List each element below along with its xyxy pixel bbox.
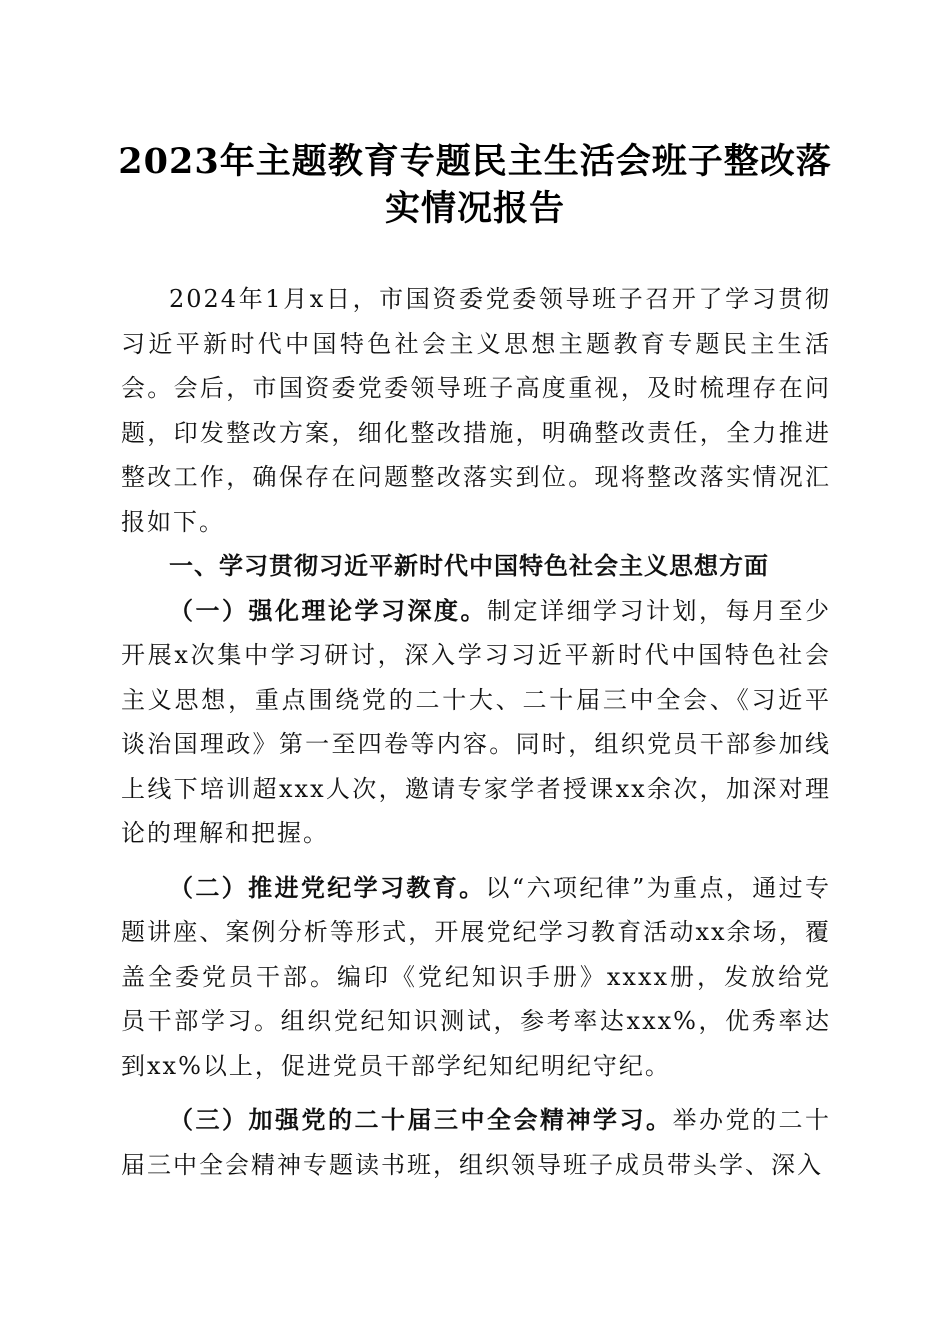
item-paragraph-3 (121, 1098, 831, 1187)
title-line-2: 实情况报告 (384, 188, 565, 229)
item-lead-1: （一）强化理论学习深度。 (169, 595, 487, 625)
section-heading: 一、学习贯彻习近平新时代中国特色社会主义思想方面 (169, 552, 769, 580)
item-paragraph-2 (121, 866, 831, 1089)
document-title (110, 138, 840, 232)
item-text-1: 制定详细学习计划，每月至少开展x次集中学习研讨，深入学习习近平新时代中国特色社会主义思想，重点围绕党的二十大、二十届三中全会、《习近平谈治国理政》第一至四卷等内容。同时，组织党员干部参加线上线下培训超xxx人次，邀请专家学者授课xx余次，加深对理论的理解和把握。 (121, 596, 831, 847)
item-lead-2: （二）推进党纪学习教育。 (169, 872, 486, 902)
intro-paragraph: 2024年1月x日，市国资委党委领导班子召开了学习贯彻习近平新时代中国特色社会主义思想主题教育专题民主生活会。会后，市国资委党委领导班子高度重视，及时梳理存在问题，印发整改方案，细化整改措施，明确整改责任，全力推进整改工作，确保存在问题整改落实到位。现将整改落实情况汇报如下。 (121, 285, 831, 536)
item-text-2: 以“六项纪律”为重点，通过专题讲座、案例分析等形式，开展党纪学习教育活动xx余场，覆盖全委党员干部。编印《党纪知识手册》xxxx册，发放给党员干部学习。组织党纪知识测试，参考率达xxx%，优秀率达到xx%以上，促进党员干部学纪知纪明纪守纪。 (121, 873, 832, 1080)
item-text-3: 举办党的二十届三中全会精神专题读书班，组织领导班子成员带头学、深入 (121, 1106, 831, 1179)
title-line-1: 2023年主题教育专题民主生活会班子整改落 (118, 141, 832, 182)
item-lead-3: （三）加强党的二十届三中全会精神学习。 (169, 1105, 673, 1134)
document-body (121, 277, 831, 1187)
item-paragraph-1 (121, 589, 831, 856)
